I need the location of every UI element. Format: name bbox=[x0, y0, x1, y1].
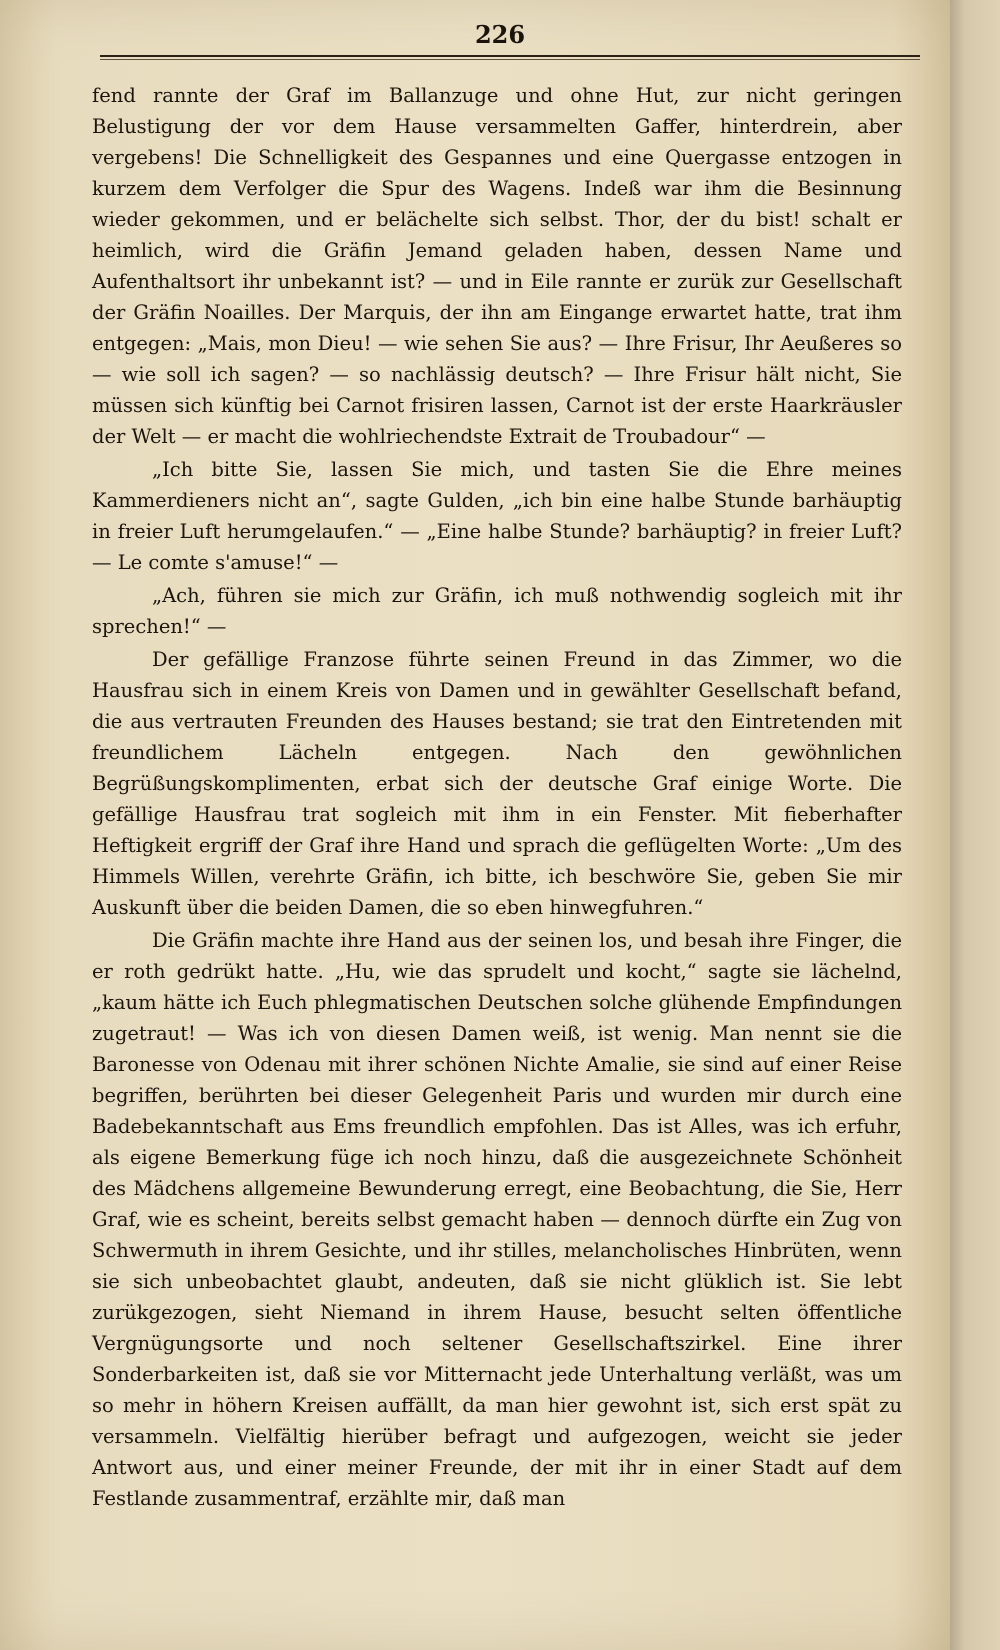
header-rule bbox=[100, 55, 920, 57]
page-number: 226 bbox=[474, 20, 526, 49]
page-edge bbox=[950, 0, 1000, 1650]
paragraph-5: Die Gräfin machte ihre Hand aus der seinen los, und besah ihre Finger, die er roth gedrükt hatte. „Hu, wie das sprudelt und kocht,“ sagte sie lächelnd, „kaum hätte ich Euch phlegmatischen Deutschen solche glühende Empfindungen zugetraut! — Was ich von diesen Damen weiß, ist wenig. Man nennt sie die Baronesse von Odenau mit ihrer schönen Nichte Amalie, sie sind auf einer Reise begriffen, berührten bei dieser Gelegenheit Paris und wurden mir durch eine Badebekanntschaft aus Ems freundlich empfohlen. Das ist Alles, was ich erfuhr, als eigene Bemerkung füge ich noch hinzu, daß die ausgezeichnete Schönheit des Mädchens allgemeine Bewunderung erregt, eine Beobachtung, die Sie, Herr Graf, wie es scheint, bereits selbst gemacht haben — dennoch dürfte ein Zug von Schwermuth in ihrem Gesichte, und ihr stilles, melancholisches Hinbrüten, wenn sie sich unbeobachtet glaubt, andeuten, daß sie nicht glüklich ist. Sie lebt zurükgezogen, sieht Niemand in ihrem Hause, besucht selten öffentliche Vergnügungsorte und noch seltener Gesellschaftszirkel. Eine ihrer Sonderbarkeiten ist, daß sie vor Mitternacht jede Unterhaltung verläßt, was um so mehr in höhern Kreisen auffällt, da man hier gewohnt ist, sich erst spät zu versammeln. Vielfältig hierüber befragt und aufgezogen, weicht sie jeder Antwort aus, und einer meiner Freunde, der mit ihr in einer Stadt auf dem Festlande zusammentraf, erzählte mir, daß man bbox=[92, 929, 902, 1510]
paragraph-2: „Ich bitte Sie, lassen Sie mich, und tasten Sie die Ehre meines Kammerdieners nicht an“, sagte Gulden, „ich bin eine halbe Stunde barhäuptig in freier Luft herumgelaufen.“ — „Eine halbe Stunde? barhäuptig? in freier Luft? — Le comte s'amuse!“ — bbox=[92, 458, 902, 574]
body-text bbox=[92, 80, 902, 1516]
paragraph-3: „Ach, führen sie mich zur Gräfin, ich muß nothwendig sogleich mit ihr sprechen!“ — bbox=[92, 584, 902, 638]
paragraph-4: Der gefällige Franzose führte seinen Freund in das Zimmer, wo die Hausfrau sich in einem Kreis von Damen und in gewählter Gesellschaft befand, die aus vertrauten Freunden des Hauses bestand; sie trat den Eintretenden mit freundlichem Lächeln entgegen. Nach den gewöhnlichen Begrüßungskomplimenten, erbat sich der deutsche Graf einige Worte. Die gefällige Hausfrau trat sogleich mit ihm in ein Fenster. Mit fieberhafter Heftigkeit ergriff der Graf ihre Hand und sprach die geflügelten Worte: „Um des Himmels Willen, verehrte Gräfin, ich bitte, ich beschwöre Sie, geben Sie mir Auskunft über die beiden Damen, die so eben hinwegfuhren.“ bbox=[92, 648, 902, 919]
paragraph-1: fend rannte der Graf im Ballanzuge und ohne Hut, zur nicht geringen Belustigung der vor dem Hause versammelten Gaffer, hinterdrein, aber vergebens! Die Schnelligkeit des Gespannes und eine Quergasse entzogen in kurzem dem Verfolger die Spur des Wagens. Indeß war ihm die Besinnung wieder gekommen, und er belächelte sich selbst. Thor, der du bist! schalt er heimlich, wird die Gräfin Jemand geladen haben, dessen Name und Aufenthaltsort ihr unbekannt ist? — und in Eile rannte er zurük zur Gesellschaft der Gräfin Noailles. Der Marquis, der ihn am Eingange erwartet hatte, trat ihm entgegen: „Mais, mon Dieu! — wie sehen Sie aus? — Ihre Frisur, Ihr Aeußeres so — wie soll ich sagen? — so nachlässig deutsch? — Ihre Frisur hält nicht, Sie müssen sich künftig bei Carnot frisiren lassen, Carnot ist der erste Haarkräusler der Welt — er macht die wohlriechendste Extrait de Troubadour“ — bbox=[92, 84, 902, 448]
